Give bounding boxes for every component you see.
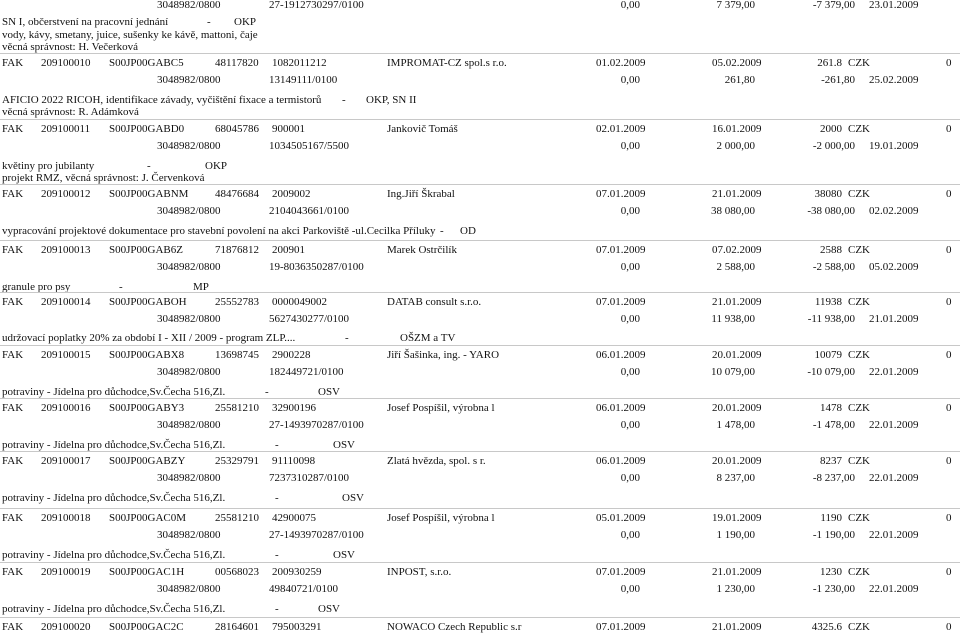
diff-amount: -11 938,00 [807, 313, 855, 325]
supplier-doc-number: 91110098 [272, 455, 316, 467]
bank-account: 13149111/0100 [269, 74, 338, 86]
status-flag: 0 [946, 402, 952, 414]
department-code: OSV [342, 492, 365, 504]
bank-account: 27-1912730297/0100 [269, 0, 364, 11]
supplier-name: Jiří Šašinka, ing. - YARO [387, 349, 500, 361]
supplier-name: Jankovič Tomáš [387, 123, 458, 135]
zero-amount: 0,00 [620, 74, 640, 86]
currency: CZK [848, 566, 870, 578]
date-due: 20.01.2009 [712, 402, 762, 414]
department-code: OSV [318, 603, 341, 615]
pay-account: 3048982/0800 [157, 140, 221, 152]
supplier-doc-number: 795003291 [272, 621, 322, 633]
currency: CZK [848, 621, 870, 633]
date-due: 19.01.2009 [712, 512, 762, 524]
supplier-id: 25329791 [215, 455, 259, 467]
bank-account: 2104043661/0100 [269, 205, 350, 217]
supplier-doc-number: 200901 [272, 244, 305, 256]
description-dash: - [345, 332, 349, 344]
doc-type: FAK [2, 349, 24, 361]
invoice-number: 209100015 [41, 349, 91, 361]
supplier-doc-number: 2009002 [272, 188, 311, 200]
supplier-id: 71876812 [215, 244, 259, 256]
description-dash: - [275, 603, 279, 615]
invoice-amount: 1230 [820, 566, 842, 578]
paid-amount: 2 000,00 [716, 140, 755, 152]
paid-date: 23.01.2009 [869, 0, 919, 11]
paid-date: 22.01.2009 [869, 529, 919, 541]
date-due: 21.01.2009 [712, 566, 762, 578]
invoice-amount: 38080 [814, 188, 842, 200]
bank-account: 27-1493970287/0100 [269, 419, 364, 431]
invoice-code: S00JP00GAB6Z [109, 244, 183, 256]
description-text: květiny pro jubilanty [2, 160, 95, 172]
row-divider [0, 292, 960, 293]
supplier-name: IMPROMAT-CZ spol.s r.o. [387, 57, 507, 69]
diff-amount: -1 230,00 [812, 583, 855, 595]
diff-amount: -2 000,00 [812, 140, 855, 152]
description-text: potraviny - Jídelna pro důchodce,Sv.Čecha 516,Zl. [2, 386, 226, 398]
supplier-name: Josef Pospíšil, výrobna l [387, 402, 495, 414]
supplier-id: 25581210 [215, 512, 259, 524]
date-due: 21.01.2009 [712, 188, 762, 200]
paid-amount: 7 379,00 [716, 0, 755, 11]
currency: CZK [848, 296, 870, 308]
description-dash: - [440, 225, 444, 237]
pay-account: 3048982/0800 [157, 74, 221, 86]
supplier-doc-number: 900001 [272, 123, 305, 135]
description-dash: - [342, 94, 346, 106]
paid-amount: 1 230,00 [716, 583, 755, 595]
date-issued: 06.01.2009 [596, 349, 646, 361]
invoice-code: S00JP00GABD0 [109, 123, 185, 135]
supplier-id: 25552783 [215, 296, 259, 308]
supplier-name: Zlatá hvězda, spol. s r. [387, 455, 486, 467]
pay-account: 3048982/0800 [157, 0, 221, 11]
paid-amount: 1 190,00 [716, 529, 755, 541]
invoice-code: S00JP00GAC0M [109, 512, 187, 524]
department-code: OSV [318, 386, 341, 398]
date-issued: 02.01.2009 [596, 123, 646, 135]
invoice-code: S00JP00GABOH [109, 296, 187, 308]
invoice-code: S00JP00GABZY [109, 455, 186, 467]
invoice-number: 209100010 [41, 57, 91, 69]
description-dash: - [147, 160, 151, 172]
paid-date: 22.01.2009 [869, 472, 919, 484]
row-divider [0, 451, 960, 452]
supplier-doc-number: 0000049002 [272, 296, 327, 308]
zero-amount: 0,00 [620, 366, 640, 378]
department-code: OD [460, 225, 476, 237]
doc-type: FAK [2, 512, 24, 524]
department-code: OSV [333, 439, 356, 451]
supplier-doc-number: 32900196 [272, 402, 316, 414]
paid-date: 22.01.2009 [869, 419, 919, 431]
paid-amount: 261,80 [724, 74, 755, 86]
pay-account: 3048982/0800 [157, 583, 221, 595]
zero-amount: 0,00 [620, 205, 640, 217]
invoice-amount: 2000 [820, 123, 842, 135]
zero-amount: 0,00 [620, 419, 640, 431]
invoice-amount: 261.8 [817, 57, 842, 69]
supplier-id: 13698745 [215, 349, 259, 361]
invoice-code: S00JP00GAC1H [109, 566, 185, 578]
date-due: 20.01.2009 [712, 349, 762, 361]
date-due: 16.01.2009 [712, 123, 762, 135]
supplier-name: Ing.Jiří Škrabal [387, 188, 455, 200]
paid-date: 21.01.2009 [869, 313, 919, 325]
paid-amount: 8 237,00 [716, 472, 755, 484]
invoice-amount: 4325.6 [811, 621, 842, 633]
supplier-name: INPOST, s.r.o. [387, 566, 452, 578]
description-text: granule pro psy [2, 281, 71, 293]
status-flag: 0 [946, 621, 952, 633]
status-flag: 0 [946, 123, 952, 135]
date-issued: 07.01.2009 [596, 296, 646, 308]
department-code: OKP [234, 16, 257, 28]
currency: CZK [848, 455, 870, 467]
currency: CZK [848, 57, 870, 69]
doc-type: FAK [2, 402, 24, 414]
department-code: OSV [333, 549, 356, 561]
approver-text: projekt RMZ, věcná správnost: J. Červenková [2, 172, 205, 184]
supplier-id: 48117820 [215, 57, 259, 69]
description-dash: - [275, 492, 279, 504]
paid-amount: 38 080,00 [711, 205, 755, 217]
pay-account: 3048982/0800 [157, 205, 221, 217]
diff-amount: -1 478,00 [812, 419, 855, 431]
approver-text: věcná správnost: H. Večerková [2, 41, 139, 53]
supplier-id: 25581210 [215, 402, 259, 414]
supplier-name: NOWACO Czech Republic s.r [387, 621, 522, 633]
paid-date: 19.01.2009 [869, 140, 919, 152]
paid-date: 05.02.2009 [869, 261, 919, 273]
doc-type: FAK [2, 57, 24, 69]
invoice-code: S00JP00GABX8 [109, 349, 185, 361]
description-text: vody, kávy, smetany, juice, sušenky ke kávě, mattoni, čaje [2, 29, 258, 41]
date-issued: 05.01.2009 [596, 512, 646, 524]
approver-text: věcná správnost: R. Adámková [2, 106, 139, 118]
row-divider [0, 119, 960, 120]
status-flag: 0 [946, 188, 952, 200]
department-code: OKP, SN II [366, 94, 417, 106]
currency: CZK [848, 402, 870, 414]
invoice-code: S00JP00GABNM [109, 188, 189, 200]
pay-account: 3048982/0800 [157, 419, 221, 431]
invoice-code: S00JP00GABC5 [109, 57, 184, 69]
row-divider [0, 617, 960, 618]
supplier-doc-number: 1082011212 [272, 57, 327, 69]
row-divider [0, 240, 960, 241]
description-text: potraviny - Jídelna pro důchodce,Sv.Čecha 516,Zl. [2, 603, 226, 615]
bank-account: 27-1493970287/0100 [269, 529, 364, 541]
doc-type: FAK [2, 296, 24, 308]
row-divider [0, 562, 960, 563]
pay-account: 3048982/0800 [157, 472, 221, 484]
date-issued: 06.01.2009 [596, 455, 646, 467]
doc-type: FAK [2, 244, 24, 256]
supplier-name: Josef Pospíšil, výrobna l [387, 512, 495, 524]
bank-account: 49840721/0100 [269, 583, 339, 595]
date-issued: 07.01.2009 [596, 566, 646, 578]
diff-amount: -1 190,00 [812, 529, 855, 541]
paid-date: 22.01.2009 [869, 583, 919, 595]
supplier-id: 48476684 [215, 188, 259, 200]
diff-amount: -38 080,00 [807, 205, 855, 217]
date-issued: 07.01.2009 [596, 621, 646, 633]
diff-amount: -10 079,00 [807, 366, 855, 378]
diff-amount: -261,80 [821, 74, 855, 86]
date-issued: 01.02.2009 [596, 57, 646, 69]
status-flag: 0 [946, 512, 952, 524]
currency: CZK [848, 349, 870, 361]
paid-date: 02.02.2009 [869, 205, 919, 217]
invoice-number: 209100014 [41, 296, 91, 308]
currency: CZK [848, 123, 870, 135]
doc-type: FAK [2, 455, 24, 467]
doc-type: FAK [2, 621, 24, 633]
paid-amount: 10 079,00 [711, 366, 755, 378]
status-flag: 0 [946, 349, 952, 361]
zero-amount: 0,00 [620, 529, 640, 541]
department-code: MP [193, 281, 209, 293]
date-issued: 07.01.2009 [596, 244, 646, 256]
description-text: udržovací poplatky 20% za období I - XII / 2009 - program ZLP.... [2, 332, 296, 344]
row-divider [0, 53, 960, 54]
invoice-amount: 1190 [820, 512, 842, 524]
doc-type: FAK [2, 188, 24, 200]
supplier-doc-number: 200930259 [272, 566, 322, 578]
paid-date: 25.02.2009 [869, 74, 919, 86]
status-flag: 0 [946, 244, 952, 256]
bank-account: 5627430277/0100 [269, 313, 350, 325]
invoice-number: 209100018 [41, 512, 91, 524]
supplier-id: 28164601 [215, 621, 259, 633]
pay-account: 3048982/0800 [157, 366, 221, 378]
date-due: 20.01.2009 [712, 455, 762, 467]
bank-account: 7237310287/0100 [269, 472, 350, 484]
invoice-code: S00JP00GAC2C [109, 621, 184, 633]
row-divider [0, 345, 960, 346]
bank-account: 182449721/0100 [269, 366, 344, 378]
description-dash: - [275, 439, 279, 451]
description-text: AFICIO 2022 RICOH, identifikace závady, vyčištění fixace a termistorů [2, 94, 322, 106]
pay-account: 3048982/0800 [157, 313, 221, 325]
invoice-amount: 1478 [820, 402, 842, 414]
pay-account: 3048982/0800 [157, 261, 221, 273]
zero-amount: 0,00 [620, 140, 640, 152]
date-issued: 07.01.2009 [596, 188, 646, 200]
description-text: potraviny - Jídelna pro důchodce,Sv.Čecha 516,Zl. [2, 549, 226, 561]
description-text: potraviny - Jídelna pro důchodce,Sv.Čecha 516,Zl. [2, 492, 226, 504]
supplier-id: 00568023 [215, 566, 259, 578]
invoice-number: 209100016 [41, 402, 91, 414]
bank-account: 1034505167/5500 [269, 140, 350, 152]
zero-amount: 0,00 [620, 472, 640, 484]
row-divider [0, 398, 960, 399]
invoice-amount: 8237 [820, 455, 842, 467]
status-flag: 0 [946, 566, 952, 578]
invoice-number: 209100017 [41, 455, 91, 467]
date-due: 05.02.2009 [712, 57, 762, 69]
bank-account: 19-8036350287/0100 [269, 261, 364, 273]
description-text: SN I, občerstvení na pracovní jednání [2, 16, 169, 28]
status-flag: 0 [946, 455, 952, 467]
invoice-number: 209100013 [41, 244, 91, 256]
supplier-name: DATAB consult s.r.o. [387, 296, 482, 308]
supplier-name: Marek Ostrčilík [387, 244, 457, 256]
description-dash: - [275, 549, 279, 561]
invoice-number: 209100012 [41, 188, 91, 200]
paid-amount: 2 588,00 [716, 261, 755, 273]
currency: CZK [848, 244, 870, 256]
invoice-amount: 11938 [814, 296, 842, 308]
date-due: 07.02.2009 [712, 244, 762, 256]
description-text: potraviny - Jídelna pro důchodce,Sv.Čecha 516,Zl. [2, 439, 226, 451]
zero-amount: 0,00 [620, 261, 640, 273]
diff-amount: -7 379,00 [812, 0, 855, 11]
diff-amount: -8 237,00 [812, 472, 855, 484]
supplier-id: 68045786 [215, 123, 259, 135]
zero-amount: 0,00 [620, 313, 640, 325]
invoice-code: S00JP00GABY3 [109, 402, 185, 414]
date-due: 21.01.2009 [712, 296, 762, 308]
paid-date: 22.01.2009 [869, 366, 919, 378]
paid-amount: 1 478,00 [716, 419, 755, 431]
date-due: 21.01.2009 [712, 621, 762, 633]
date-issued: 06.01.2009 [596, 402, 646, 414]
status-flag: 0 [946, 57, 952, 69]
doc-type: FAK [2, 566, 24, 578]
pay-account: 3048982/0800 [157, 529, 221, 541]
invoice-number: 209100019 [41, 566, 91, 578]
department-code: OKP [205, 160, 228, 172]
zero-amount: 0,00 [620, 583, 640, 595]
invoice-amount: 10079 [814, 349, 842, 361]
diff-amount: -2 588,00 [812, 261, 855, 273]
paid-amount: 11 938,00 [711, 313, 755, 325]
currency: CZK [848, 188, 870, 200]
supplier-doc-number: 42900075 [272, 512, 316, 524]
doc-type: FAK [2, 123, 24, 135]
currency: CZK [848, 512, 870, 524]
row-divider [0, 508, 960, 509]
supplier-doc-number: 2900228 [272, 349, 311, 361]
description-dash: - [265, 386, 269, 398]
invoice-number: 209100020 [41, 621, 91, 633]
description-dash: - [119, 281, 123, 293]
row-divider [0, 184, 960, 185]
invoice-amount: 2588 [820, 244, 842, 256]
description-text: vypracování projektové dokumentace pro stavební povolení na akci Parkoviště -ul.Cecilka Příluky [2, 225, 436, 237]
department-code: OŠZM a TV [400, 332, 456, 344]
status-flag: 0 [946, 296, 952, 308]
description-dash: - [207, 16, 211, 28]
zero-amount: 0,00 [620, 0, 640, 11]
invoice-number: 209100011 [41, 123, 91, 135]
